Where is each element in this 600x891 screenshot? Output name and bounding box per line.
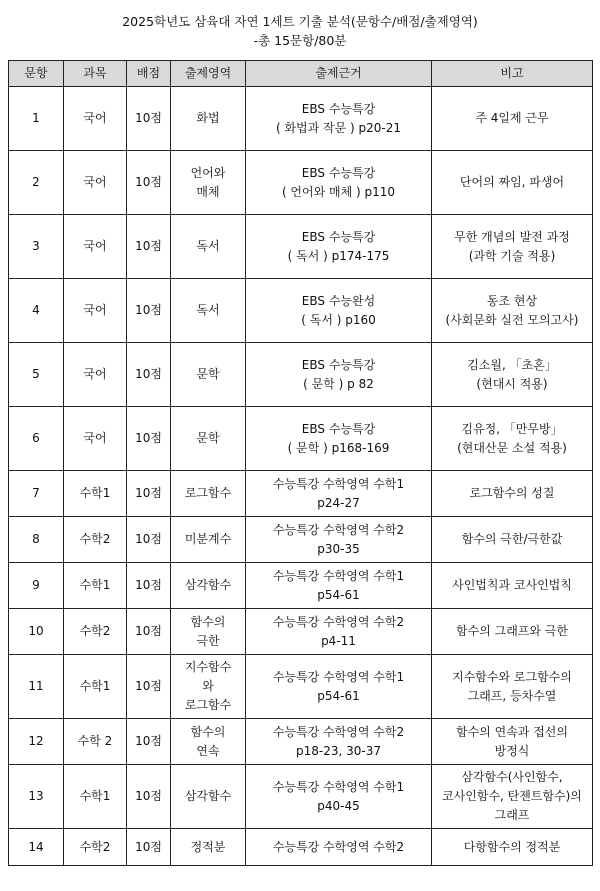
row-area	[171, 87, 246, 151]
table-row	[9, 517, 593, 563]
row-area	[171, 719, 246, 765]
row-area-line: 미분계수	[184, 532, 232, 546]
row-note	[432, 215, 593, 279]
row-basis	[246, 563, 432, 609]
row-note-line: (현대산문 소설 적용)	[457, 440, 567, 455]
row-score: 10점	[127, 87, 171, 151]
row-basis	[246, 407, 432, 471]
table-row	[9, 719, 593, 765]
row-note	[432, 517, 593, 563]
row-note	[432, 609, 593, 655]
row-area	[171, 765, 246, 829]
row-basis	[246, 765, 432, 829]
row-area	[171, 215, 246, 279]
row-area-line: 로그함수	[184, 698, 232, 712]
table-row	[9, 151, 593, 215]
row-area-line: 지수함수	[184, 660, 232, 674]
row-subject: 국어	[64, 279, 127, 343]
row-note	[432, 279, 593, 343]
header-score: 배점	[127, 61, 171, 87]
row-basis-line: 수능특강 수학영역 수학1	[272, 476, 405, 491]
row-note-line: 다항함수의 정적분	[463, 839, 561, 854]
row-score: 10점	[127, 719, 171, 765]
row-basis-line: ( 문학 ) p 82	[303, 376, 374, 391]
row-note-line: 지수함수와 로그함수의	[452, 669, 572, 684]
row-no: 9	[9, 563, 64, 609]
row-area-line: 와	[202, 679, 214, 693]
analysis-table	[8, 60, 593, 866]
table-row	[9, 215, 593, 279]
row-no: 7	[9, 471, 64, 517]
table-row	[9, 765, 593, 829]
row-note	[432, 655, 593, 719]
row-subject: 국어	[64, 87, 127, 151]
row-subject: 수학1	[64, 655, 127, 719]
document-title	[0, 0, 600, 50]
row-subject: 수학1	[64, 563, 127, 609]
table-row	[9, 87, 593, 151]
row-note-line: 주 4일제 근무	[475, 111, 549, 125]
row-note-line: 김유정, 「만무방」	[461, 421, 563, 436]
table-row	[9, 609, 593, 655]
row-basis-line: 수능특강 수학영역 수학2	[272, 839, 405, 854]
row-area-line: 매체	[196, 184, 220, 199]
title-line-1: 2025학년도 삼육대 자연 1세트 기출 분석(문항수/배점/출제영역)	[122, 14, 478, 29]
row-no: 4	[9, 279, 64, 343]
row-basis-line: 수능특강 수학영역 수학2	[272, 522, 405, 537]
row-basis-line: EBS 수능특강	[301, 421, 376, 436]
row-area-line: 화법	[196, 111, 220, 125]
row-note-line: 방정식	[494, 743, 530, 758]
row-basis-line: EBS 수능특강	[301, 229, 376, 244]
row-no: 14	[9, 829, 64, 866]
row-basis-line: 수능특강 수학영역 수학2	[272, 724, 405, 739]
row-note-line: 그래프	[494, 808, 530, 822]
row-area-line: 로그함수	[184, 486, 232, 500]
header-no: 문항	[9, 61, 64, 87]
title-line-2: -총 15문항/80분	[253, 33, 347, 48]
row-no: 13	[9, 765, 64, 829]
row-area-line: 언어와	[190, 165, 226, 180]
row-area	[171, 829, 246, 866]
row-area	[171, 517, 246, 563]
row-score: 10점	[127, 279, 171, 343]
row-basis	[246, 609, 432, 655]
row-area-line: 함수의	[190, 614, 226, 629]
row-note	[432, 87, 593, 151]
row-basis	[246, 215, 432, 279]
row-subject: 국어	[64, 343, 127, 407]
row-area-line: 극한	[196, 633, 220, 648]
table-row	[9, 471, 593, 517]
row-area	[171, 343, 246, 407]
row-subject: 수학 2	[64, 719, 127, 765]
row-score: 10점	[127, 563, 171, 609]
row-area-line: 연속	[196, 743, 220, 758]
row-no: 1	[9, 87, 64, 151]
row-basis	[246, 829, 432, 866]
row-subject: 국어	[64, 215, 127, 279]
row-note-line: 동조 현상	[486, 293, 538, 308]
row-note-line: 함수의 그래프와 극한	[456, 624, 568, 638]
row-basis-line: ( 독서 ) p174-175	[287, 248, 390, 263]
row-note	[432, 719, 593, 765]
row-note-line: 무한 개념의 발전 과정	[454, 229, 570, 244]
row-note-line: (과학 기술 적용)	[468, 248, 556, 263]
row-subject: 국어	[64, 407, 127, 471]
row-score: 10점	[127, 215, 171, 279]
row-area	[171, 407, 246, 471]
table-row	[9, 829, 593, 866]
row-basis	[246, 343, 432, 407]
header-area: 출제영역	[171, 61, 246, 87]
row-basis-line: p30-35	[317, 541, 360, 556]
row-basis-line: 수능특강 수학영역 수학1	[272, 669, 405, 684]
row-area	[171, 655, 246, 719]
row-basis	[246, 655, 432, 719]
row-basis-line: EBS 수능특강	[301, 101, 376, 116]
row-score: 10점	[127, 765, 171, 829]
row-no: 2	[9, 151, 64, 215]
row-no: 3	[9, 215, 64, 279]
row-note	[432, 343, 593, 407]
row-note-line: 로그함수의 성질	[469, 486, 555, 500]
row-no: 11	[9, 655, 64, 719]
row-subject: 수학1	[64, 765, 127, 829]
row-area	[171, 471, 246, 517]
row-basis-line: 수능특강 수학영역 수학1	[272, 779, 405, 794]
row-no: 8	[9, 517, 64, 563]
row-note-line: 김소월, 「초혼」	[467, 357, 557, 372]
row-basis-line: 수능특강 수학영역 수학1	[272, 568, 405, 583]
header-note: 비고	[432, 61, 593, 87]
row-score: 10점	[127, 151, 171, 215]
row-basis	[246, 719, 432, 765]
row-note	[432, 407, 593, 471]
row-area-line: 독서	[196, 239, 220, 253]
table-header-row	[9, 61, 593, 87]
row-score: 10점	[127, 609, 171, 655]
table-row	[9, 655, 593, 719]
row-basis-line: p40-45	[317, 798, 360, 813]
row-basis-line: 수능특강 수학영역 수학2	[272, 614, 405, 629]
row-note-line: 함수의 연속과 접선의	[456, 724, 568, 739]
row-note-line: 삼각함수(사인함수,	[461, 770, 563, 784]
table-row	[9, 279, 593, 343]
row-no: 10	[9, 609, 64, 655]
row-note-line: 단어의 짜임, 파생어	[459, 175, 565, 189]
row-subject: 수학2	[64, 517, 127, 563]
row-area-line: 삼각함수	[184, 578, 232, 592]
row-basis-line: EBS 수능특강	[301, 165, 376, 180]
row-basis-line: p54-61	[317, 688, 360, 703]
row-note	[432, 563, 593, 609]
row-area-line: 문학	[196, 431, 220, 445]
row-subject: 수학2	[64, 829, 127, 866]
row-no: 5	[9, 343, 64, 407]
row-subject: 수학1	[64, 471, 127, 517]
row-score: 10점	[127, 343, 171, 407]
row-area	[171, 563, 246, 609]
row-note	[432, 829, 593, 866]
row-basis-line: p18-23, 30-37	[296, 743, 381, 758]
row-basis-line: EBS 수능특강	[301, 357, 376, 372]
row-note-line: 사인법칙과 코사인법칙	[452, 578, 572, 592]
row-area-line: 함수의	[190, 724, 226, 739]
row-area	[171, 279, 246, 343]
row-score: 10점	[127, 655, 171, 719]
row-note-line: (사회문화 실전 모의고사)	[445, 312, 579, 327]
row-no: 12	[9, 719, 64, 765]
row-basis-line: ( 독서 ) p160	[301, 312, 376, 327]
row-basis-line: p54-61	[317, 587, 360, 602]
row-area-line: 정적분	[190, 839, 226, 854]
row-basis-line: p24-27	[317, 495, 360, 510]
table-row	[9, 563, 593, 609]
table-row	[9, 407, 593, 471]
row-score: 10점	[127, 829, 171, 866]
row-basis	[246, 151, 432, 215]
row-area	[171, 151, 246, 215]
header-subject: 과목	[64, 61, 127, 87]
table-row	[9, 343, 593, 407]
row-basis-line: ( 문학 ) p168-169	[287, 440, 390, 455]
row-basis-line: p4-11	[321, 633, 356, 648]
row-score: 10점	[127, 471, 171, 517]
row-basis	[246, 87, 432, 151]
row-note-line: 그래프, 등차수열	[467, 688, 557, 703]
row-basis	[246, 517, 432, 563]
row-subject: 수학2	[64, 609, 127, 655]
row-score: 10점	[127, 407, 171, 471]
row-note-line: 코사인함수, 탄젠트함수)의	[442, 789, 582, 803]
row-basis	[246, 471, 432, 517]
row-area-line: 문학	[196, 367, 220, 381]
row-area-line: 삼각함수	[184, 789, 232, 803]
row-no: 6	[9, 407, 64, 471]
row-note	[432, 471, 593, 517]
row-area	[171, 609, 246, 655]
row-subject: 국어	[64, 151, 127, 215]
row-note-line: 함수의 극한/극한값	[461, 532, 563, 546]
row-basis-line: ( 언어와 매체 ) p110	[281, 184, 396, 199]
row-note	[432, 765, 593, 829]
row-note-line: (현대시 적용)	[476, 376, 548, 391]
row-score: 10점	[127, 517, 171, 563]
row-basis-line: EBS 수능완성	[301, 293, 376, 308]
row-area-line: 독서	[196, 303, 220, 317]
row-note	[432, 151, 593, 215]
header-basis: 출제근거	[246, 61, 432, 87]
row-basis-line: ( 화법과 작문 ) p20-21	[275, 120, 402, 135]
row-basis	[246, 279, 432, 343]
